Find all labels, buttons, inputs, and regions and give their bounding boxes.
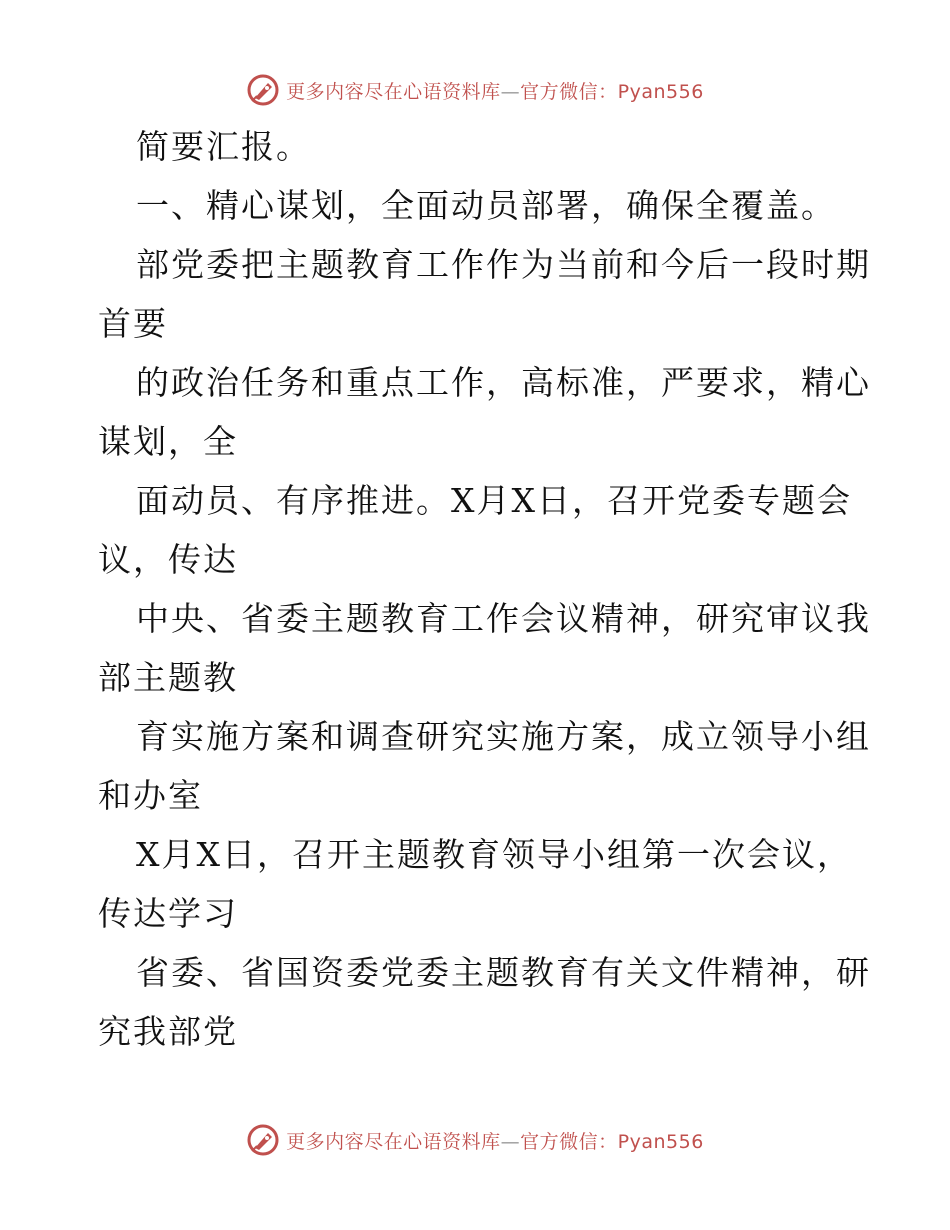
paragraph-line: 和办室 <box>98 776 203 815</box>
paragraph-line: 育实施方案和调查研究实施方案，成立领导小组 <box>136 717 871 756</box>
footer-banner-title: 更多内容尽在心语资料库 <box>286 1130 501 1153</box>
footer-banner-suffix: 官方微信：Pyan556 <box>520 1130 704 1153</box>
paragraph-line: 议，传达 <box>98 540 238 579</box>
paragraph-line: 面动员、有序推进。X月X日，召开党委专题会 <box>136 481 852 520</box>
paragraph-line: 省委、省国资委党委主题教育有关文件精神，研 <box>136 953 871 992</box>
paragraph-line: 部党委把主题教育工作作为当前和今后一段时期 <box>136 245 871 284</box>
pen-nib-logo-icon <box>246 73 280 107</box>
header-banner-separator: — <box>500 80 521 103</box>
paragraph-line: 传达学习 <box>98 894 238 933</box>
document-body <box>98 117 871 1061</box>
paragraph-line: 的政治任务和重点工作，高标准，严要求，精心 <box>136 363 871 402</box>
header-banner-suffix: 官方微信：Pyan556 <box>520 80 704 103</box>
paragraph-line: 简要汇报。 <box>136 127 311 166</box>
paragraph-line: 中央、省委主题教育工作会议精神，研究审议我 <box>136 599 871 638</box>
footer-banner-text <box>286 1127 704 1154</box>
paragraph-line: 究我部党 <box>98 1012 238 1051</box>
header-banner[interactable] <box>0 70 950 110</box>
header-banner-title: 更多内容尽在心语资料库 <box>286 80 501 103</box>
footer-banner-separator: — <box>500 1130 521 1153</box>
pen-nib-logo-icon <box>246 1123 280 1157</box>
section-heading: 一、精心谋划，全面动员部署，确保全覆盖。 <box>136 186 836 225</box>
header-banner-text <box>286 77 704 104</box>
paragraph-line: X月X日，召开主题教育领导小组第一次会议， <box>136 835 852 874</box>
paragraph-line: 首要 <box>98 304 168 343</box>
paragraph-line: 谋划，全 <box>98 422 238 461</box>
footer-banner[interactable] <box>0 1120 950 1160</box>
paragraph-line: 部主题教 <box>98 658 238 697</box>
